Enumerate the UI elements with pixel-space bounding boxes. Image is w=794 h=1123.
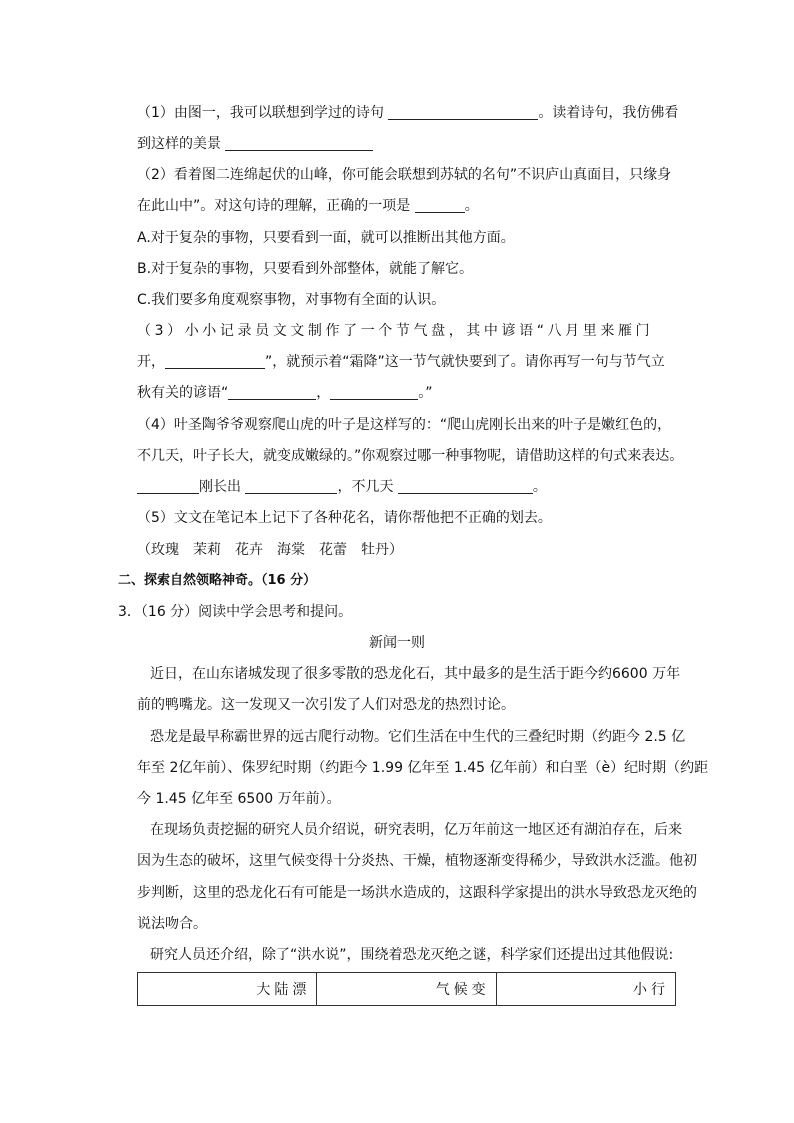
article-p3-line-2: 因为生态的破坏，这里气候变得十分炎热、干燥，植物逐渐变得稀少，导致洪水泛滥。他初 xyxy=(137,853,697,869)
q2-option-c: C.我们要多角度观察事物，对事物有全面的认识。 xyxy=(137,292,446,308)
q2-answer-blank[interactable] xyxy=(415,198,465,213)
q2-option-a: A.对于复杂的事物，只要看到一面，就可以推断出其他方面。 xyxy=(137,230,515,246)
q3-line-2: 开， ”，就预示着“霜降”这一节气就快要到了。请你再写一句与节气立 xyxy=(137,354,665,370)
q4-answer-blank-3[interactable] xyxy=(398,479,533,494)
hypothesis-cell: 大陆漂 xyxy=(138,973,317,1006)
q4-line-2: 不几天，叶子长大，就变成嫩绿的。”你观察过哪一种事物呢，请借助这样的句式来表达。 xyxy=(137,448,684,464)
question-3-intro: 3．（16 分）阅读中学会思考和提问。 xyxy=(118,604,353,620)
q3-answer-blank-2[interactable] xyxy=(228,385,316,400)
q4-answer-blank-2[interactable] xyxy=(245,479,337,494)
q4-line-1: （4）叶圣陶爷爷观察爬山虎的叶子是这样写的：“爬山虎刚长出来的叶子是嫩红色的， xyxy=(137,417,672,433)
article-p3-line-1: 在现场负责挖掘的研究人员介绍说，研究表明，亿万年前这一地区还有湖泊存在，后来 xyxy=(150,822,682,838)
q5-flower-list: （玫瑰 茉莉 花卉 海棠 花蕾 牡丹） xyxy=(137,542,403,558)
q2-line-1: （2）看着图二连绵起伏的山峰，你可能会联想到苏轼的名句”不识庐山真面目，只缘身 xyxy=(137,167,672,183)
q3-answer-blank-1[interactable] xyxy=(165,354,265,369)
q4-line-3: 刚长出 ，不几天 。 xyxy=(137,478,547,496)
article-p4-line-1: 研究人员还介绍，除了“洪水说”，围绕着恐龙灭绝之谜，科学家们还提出过其他假说: xyxy=(150,947,674,963)
article-p2-line-3: 今 1.45 亿年至 6500 万年前）。 xyxy=(137,791,341,807)
article-p1-line-1: 近日，在山东诸城发现了很多零散的恐龙化石，其中最多的是生活于距今约6600 万年 xyxy=(150,666,681,682)
hypothesis-cell: 小行 xyxy=(496,973,675,1006)
hypothesis-cell: 气候变 xyxy=(317,973,496,1006)
q1-line-2: 到这样的美景 xyxy=(137,135,373,153)
article-p2-line-1: 恐龙是最早称霸世界的远古爬行动物。它们生活在中生代的三叠纪时期（约距今 2.5 亿 xyxy=(150,729,686,745)
q1-line-1: （1）由图一，我可以联想到学过的诗句 。读着诗句，我仿佛看 xyxy=(137,105,679,121)
q2-line-2: 在此山中”。对这句诗的理解，正确的一项是 。 xyxy=(137,198,479,214)
article-p3-line-4: 说法吻合。 xyxy=(137,916,207,932)
hypotheses-table xyxy=(137,972,676,1006)
table-row xyxy=(138,973,676,1006)
news-title: 新闻一则 xyxy=(369,635,425,651)
q3-line-1: （3）小小记录员文文制作了一个节气盘，其中谚语“八月里来雁门 xyxy=(137,323,654,339)
q4-answer-blank-1[interactable] xyxy=(137,479,199,494)
q1-answer-blank-1[interactable] xyxy=(388,105,538,120)
article-p3-line-3: 步判断，这里的恐龙化石有可能是一场洪水造成的，这跟科学家提出的洪水导致恐龙灭绝的 xyxy=(137,885,697,901)
q3-line-3: 秋有关的谚语“ ， 。” xyxy=(137,385,433,401)
article-p2-line-2: 年至 2亿年前）、侏罗纪时期（约距今 1.99 亿年至 1.45 亿年前）和白垩（è）纪时期（约距 xyxy=(137,760,709,776)
article-p1-line-2: 前的鸭嘴龙。这一发现又一次引发了人们对恐龙的热烈讨论。 xyxy=(137,697,515,713)
q3-answer-blank-3[interactable] xyxy=(330,385,418,400)
section-heading: 二、探索自然领略神奇。（16 分） xyxy=(118,573,317,588)
q5-line-1: （5）文文在笔记本上记下了各种花名，请你帮他把不正确的划去。 xyxy=(137,510,552,526)
q2-option-b: B.对于复杂的事物，只要看到外部整体，就能了解它。 xyxy=(137,261,474,277)
q1-answer-blank-2[interactable] xyxy=(225,136,373,151)
